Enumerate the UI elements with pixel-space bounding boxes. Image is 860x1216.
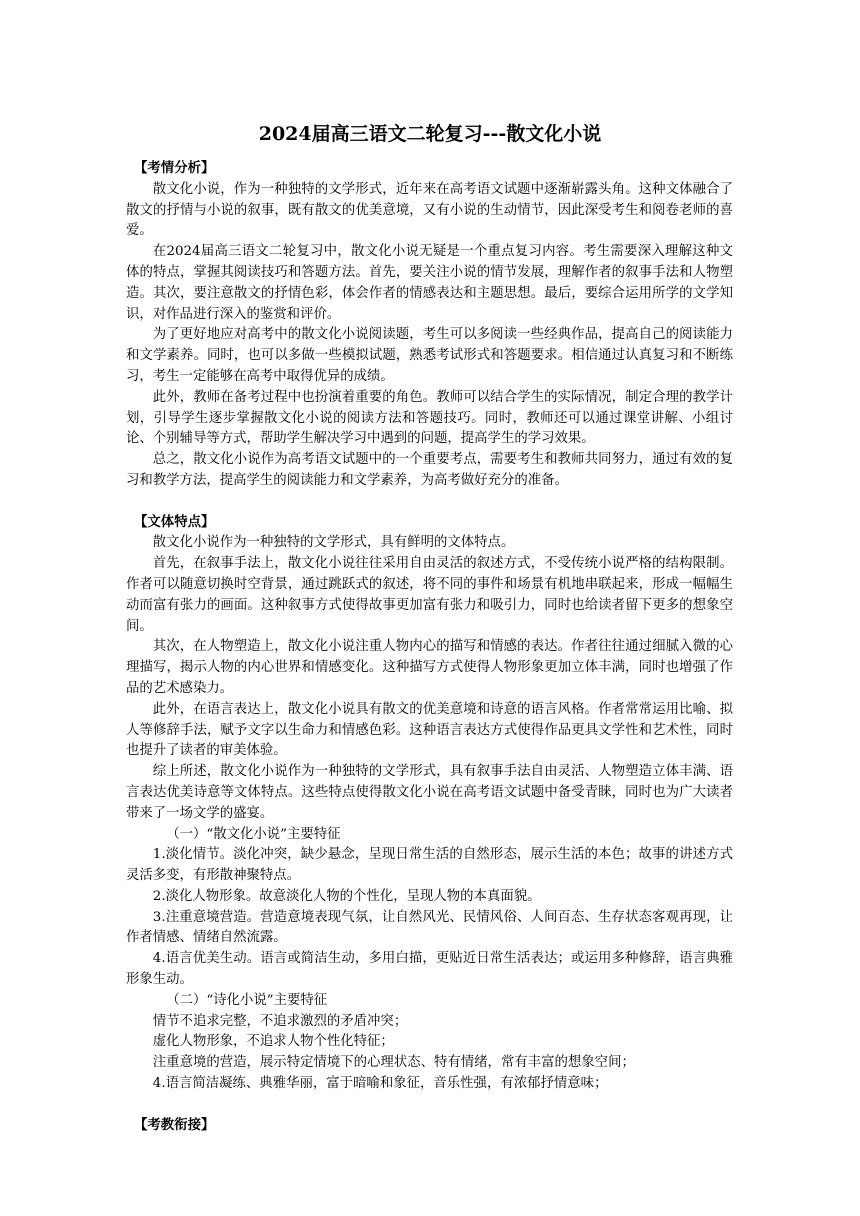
section-heading-features: 【文体特点】 (134, 514, 215, 530)
paragraph: 首先，在叙事手法上，散文化小说往往采用自由灵活的叙述方式，不受传统小说严格的结构限制。作者可以随意切换时空背景，通过跳跃式的叙述，将不同的事件和场景有机地串联起来，形成一幅幅生动而富有张力的画面。这种叙事方式使得故事更加富有张力和吸引力，同时也给读者留下更多的想象空间。 (126, 556, 733, 634)
feature-item: 3.注重意境营造。营造意境表现气氛，让自然风光、民情风俗、人间百态、生存状态客观再现，让作者情感、情绪自然流露。 (126, 909, 733, 946)
paragraph: 此外，在语言表达上，散文化小说具有散文的优美意境和诗意的语言风格。作者常常运用比喻、拟人等修辞手法，赋予文字以生命力和情感色彩。这种语言表达方式使得作品更具文学性和艺术性，同时也提升了读者的审美体验。 (126, 701, 733, 759)
paragraph: 在2024届高三语文二轮复习中，散文化小说无疑是一个重点复习内容。考生需要深入理解这种文体的特点，掌握其阅读技巧和答题方法。首先，要关注小说的情节发展，理解作者的叙事手法和人物塑造。其次，要注意散文的抒情色彩，体会作者的情感表达和主题思想。最后，要综合运用所学的文学知识，对作品进行深入的鉴赏和评价。 (126, 244, 733, 322)
paragraph: 散文化小说，作为一种独特的文学形式，近年来在高考语文试题中逐渐崭露头角。这种文体融合了散文的抒情与小说的叙事，既有散文的优美意境，又有小说的生动情节，因此深受考生和阅卷老师的喜爱。 (126, 181, 733, 239)
feature-item: 虚化人物形象，不追求人物个性化特征； (152, 1034, 394, 1050)
feature-item: 情节不追求完整，不追求激烈的矛盾冲突； (152, 1013, 408, 1029)
paragraph: 总之，散文化小说作为高考语文试题中的一个重要考点，需要考生和教师共同努力，通过有效的复习和教学方法，提高学生的阅读能力和文学素养，为高考做好充分的准备。 (126, 452, 733, 488)
feature-item: 注重意境的营造，展示特定情境下的心理状态、特有情绪，常有丰富的想象空间； (152, 1055, 635, 1071)
page-title: 2024届高三语文二轮复习---散文化小说 (258, 123, 602, 145)
paragraph: 为了更好地应对高考中的散文化小说阅读题，考生可以多阅读一些经典作品，提高自己的阅读能力和文学素养。同时，也可以多做一些模拟试题，熟悉考试形式和答题要求。相信通过认真复习和不断练习，考生一定能够在高考中取得优异的成绩。 (126, 327, 733, 384)
feature-item: 4.语言优美生动。语言或简洁生动，多用白描，更贴近日常生活表达；或运用多种修辞，语言典雅形象生动。 (126, 951, 733, 988)
paragraph: 此外，教师在备考过程中也扮演着重要的角色。教师可以结合学生的实际情况，制定合理的教学计划，引导学生逐步掌握散文化小说的阅读方法和答题技巧。同时，教师还可以通过课堂讲解、小组讨论、个别辅导等方式，帮助学生解决学习中遇到的问题，提高学生的学习效果。 (126, 389, 733, 447)
spacer (126, 1095, 733, 1116)
feature-item: 4.语言简洁凝练、典雅华丽，富于暗喻和象征，音乐性强，有浓郁抒情意味； (152, 1076, 608, 1092)
feature-item: 2.淡化人物形象。故意淡化人物的个性化，呈现人物的本真面貌。 (152, 888, 541, 904)
paragraph: 散文化小说作为一种独特的文学形式，具有鲜明的文体特点。 (152, 535, 515, 551)
feature-item: 1.淡化情节。淡化冲突，缺少悬念，呈现日常生活的自然形态，展示生活的本色；故事的讲述方式灵活多变，有形散神聚特点。 (126, 847, 733, 884)
subsection-heading-prose-novel: （一）“散文化小说”主要特征 (166, 826, 341, 842)
spacer (126, 492, 733, 513)
section-heading-teaching: 【考教衔接】 (134, 1117, 215, 1133)
paragraph: 其次，在人物塑造上，散文化小说注重人物内心的描写和情感的表达。作者往往通过细腻入微的心理描写，揭示人物的内心世界和情感变化。这种描写方式使得人物形象更加立体丰满，同时也增强了作品的艺术感染力。 (126, 639, 733, 696)
paragraph: 综上所述，散文化小说作为一种独特的文学形式，具有叙事手法自由灵活、人物塑造立体丰满、语言表达优美诗意等文体特点。这些特点使得散文化小说在高考语文试题中备受青睐，同时也为广大读者带来了一场文学的盛宴。 (126, 764, 733, 821)
section-heading-analysis: 【考情分析】 (134, 161, 215, 176)
document-body (126, 159, 733, 1136)
subsection-heading-poetic-novel: （二）“诗化小说”主要特征 (166, 992, 328, 1008)
